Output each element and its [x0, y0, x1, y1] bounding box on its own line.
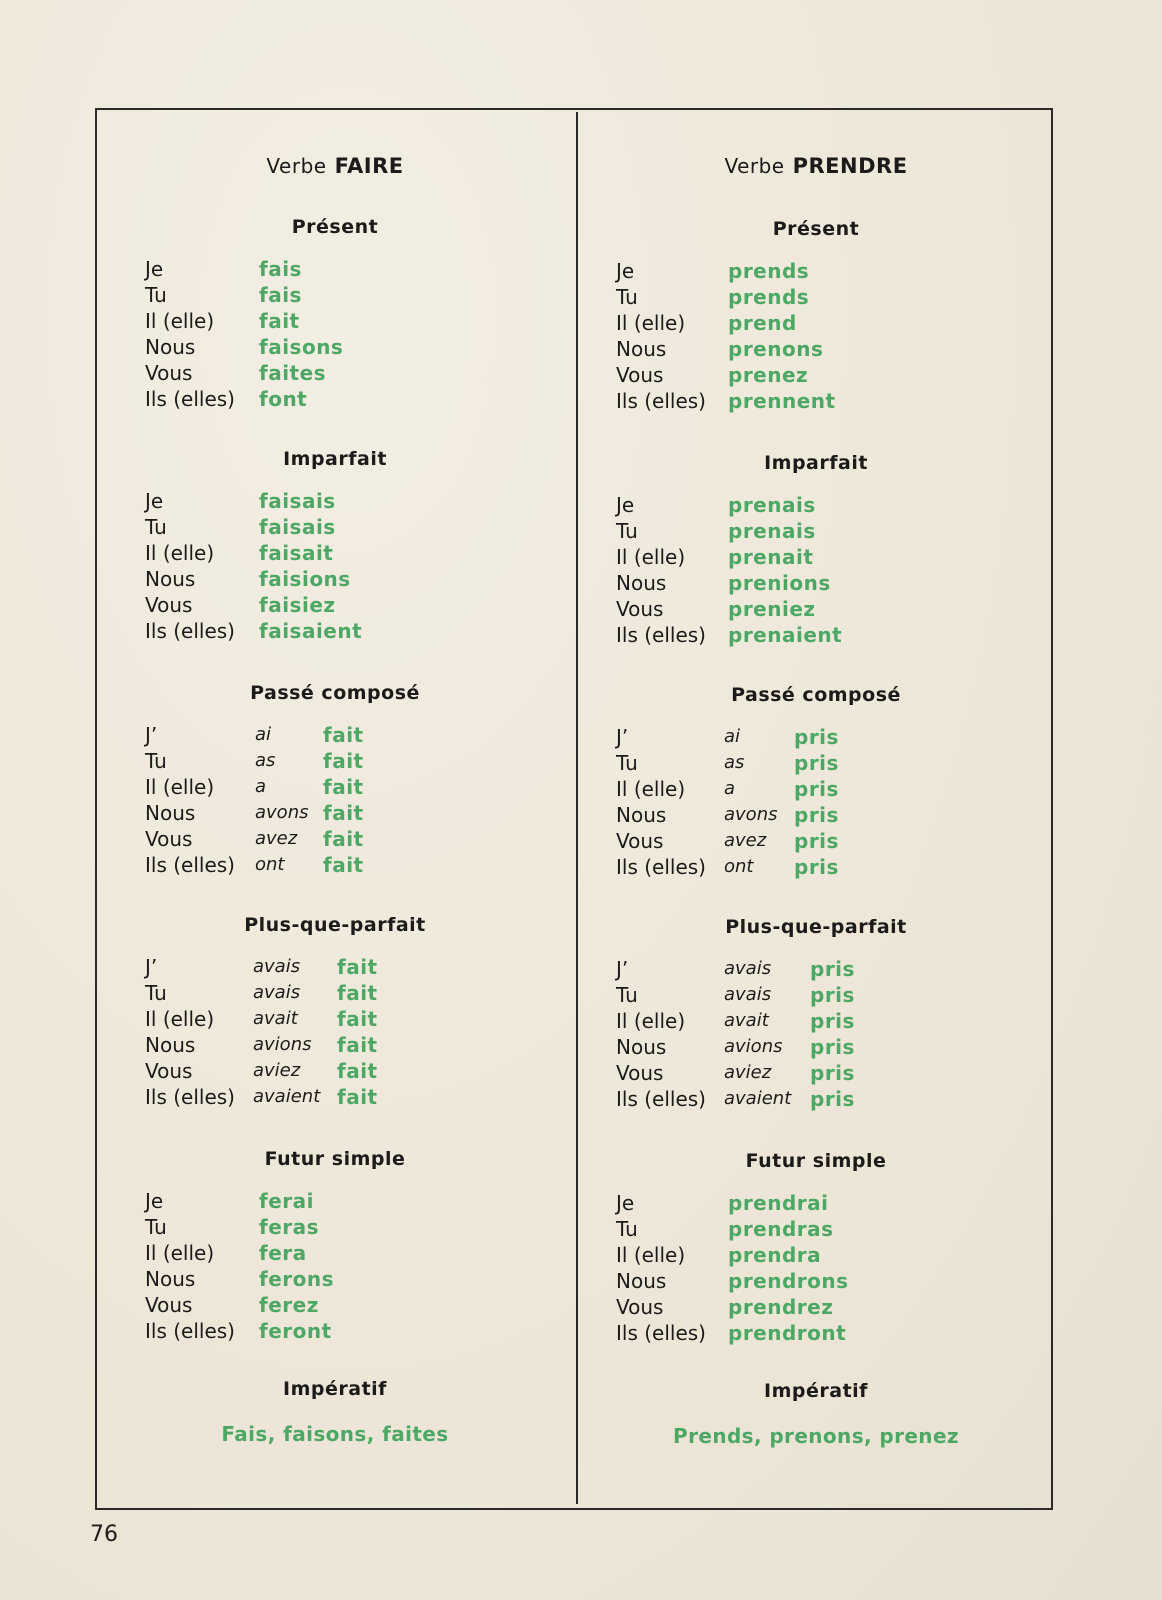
conjugation-row [576, 1320, 1056, 1346]
conjugation-row [576, 258, 1056, 284]
pronoun: Tu [616, 1217, 638, 1241]
verb-title [576, 154, 1056, 178]
pronoun: Tu [616, 983, 638, 1007]
conjugation-row [95, 748, 575, 774]
pronoun: Ils (elles) [145, 1085, 235, 1109]
pronoun: Ils (elles) [145, 619, 235, 643]
conjugated-form: prend [728, 311, 797, 335]
conjugated-form: fais [259, 257, 302, 281]
conjugated-form: fait [337, 1059, 378, 1083]
tense-heading: Passé composé [250, 682, 420, 704]
conjugated-form: faisaient [259, 619, 363, 643]
pronoun: Il (elle) [616, 311, 686, 335]
auxiliary: avait [253, 1008, 298, 1029]
verb-title-prefix: Verbe [724, 154, 785, 178]
conjugation-row [576, 492, 1056, 518]
conjugation-row [95, 1188, 575, 1214]
conjugated-form: faisions [259, 567, 351, 591]
conjugation-row [95, 514, 575, 540]
pronoun: Tu [145, 981, 167, 1005]
pronoun: Vous [145, 1059, 193, 1083]
conjugation-row [576, 336, 1056, 362]
page-number: 76 [90, 1522, 118, 1547]
pronoun: Tu [616, 751, 638, 775]
pronoun: Vous [145, 827, 193, 851]
conjugation-row [95, 282, 575, 308]
conjugation-row [95, 592, 575, 618]
pronoun: Nous [145, 335, 196, 359]
conjugated-form: feront [259, 1319, 332, 1343]
auxiliary: avez [724, 830, 767, 851]
pronoun: Nous [616, 803, 667, 827]
pronoun: Tu [616, 285, 638, 309]
pronoun: Nous [145, 1267, 196, 1291]
conjugation-row [95, 800, 575, 826]
conjugated-form: prendront [728, 1321, 847, 1345]
conjugation-row [95, 980, 575, 1006]
conjugation-row [576, 776, 1056, 802]
conjugation-row [576, 750, 1056, 776]
pronoun: Il (elle) [145, 1241, 215, 1265]
pronoun: Ils (elles) [145, 387, 235, 411]
conjugation-row [95, 360, 575, 386]
conjugated-form: fait [323, 853, 364, 877]
conjugation-row [95, 386, 575, 412]
verb-title [95, 154, 575, 178]
pronoun: Vous [145, 593, 193, 617]
conjugated-form: fait [337, 955, 378, 979]
pronoun: Tu [145, 1215, 167, 1239]
conjugation-row [95, 774, 575, 800]
conjugation-row [95, 256, 575, 282]
auxiliary: as [255, 750, 276, 771]
auxiliary: avons [255, 802, 309, 823]
pronoun: Ils (elles) [616, 855, 706, 879]
pronoun: Je [616, 493, 635, 517]
verb-name: FAIRE [334, 154, 404, 178]
auxiliary: ont [255, 854, 285, 875]
pronoun: Vous [616, 1295, 664, 1319]
auxiliary: avions [724, 1036, 783, 1057]
auxiliary: avais [724, 984, 772, 1005]
conjugation-row [576, 544, 1056, 570]
conjugated-form: prenaient [728, 623, 843, 647]
conjugated-form: feras [259, 1215, 320, 1239]
conjugation-row [576, 1060, 1056, 1086]
conjugation-row [576, 1190, 1056, 1216]
conjugation-row [576, 310, 1056, 336]
conjugated-form: prenions [728, 571, 831, 595]
pronoun: Nous [616, 571, 667, 595]
conjugation-row [95, 1318, 575, 1344]
verb-title-prefix: Verbe [266, 154, 327, 178]
conjugation-row [95, 566, 575, 592]
conjugated-form: fait [323, 723, 364, 747]
conjugated-form: fait [259, 309, 300, 333]
auxiliary: avaient [253, 1086, 321, 1107]
conjugated-form: fait [323, 749, 364, 773]
conjugated-form: pris [810, 983, 855, 1007]
conjugation-row [576, 1034, 1056, 1060]
pronoun: Je [145, 489, 164, 513]
conjugation-row [95, 1058, 575, 1084]
tense-heading: Imparfait [283, 448, 387, 470]
pronoun: Je [616, 1191, 635, 1215]
pronoun: J’ [616, 957, 629, 981]
pronoun: Il (elle) [145, 775, 215, 799]
conjugation-row [95, 1006, 575, 1032]
conjugated-form: prenait [728, 545, 814, 569]
auxiliary: aviez [724, 1062, 772, 1083]
conjugation-row [576, 1086, 1056, 1112]
pronoun: Ils (elles) [616, 1087, 706, 1111]
auxiliary: avais [253, 956, 301, 977]
conjugated-form: pris [810, 1061, 855, 1085]
pronoun: Vous [616, 1061, 664, 1085]
conjugated-form: pris [794, 855, 839, 879]
pronoun: Vous [616, 597, 664, 621]
pronoun: Je [145, 257, 164, 281]
auxiliary: avais [724, 958, 772, 979]
conjugation-row [95, 1266, 575, 1292]
conjugation-row [576, 1008, 1056, 1034]
auxiliary: ai [724, 726, 741, 747]
conjugated-form: pris [794, 803, 839, 827]
auxiliary: avions [253, 1034, 312, 1055]
conjugation-row [576, 596, 1056, 622]
conjugation-row [576, 854, 1056, 880]
pronoun: Nous [616, 1035, 667, 1059]
conjugated-form: ferons [259, 1267, 335, 1291]
pronoun: Il (elle) [145, 1007, 215, 1031]
pronoun: Nous [616, 337, 667, 361]
conjugation-row [576, 1268, 1056, 1294]
pronoun: Il (elle) [616, 1243, 686, 1267]
conjugation-row [576, 956, 1056, 982]
conjugation-row [95, 1292, 575, 1318]
conjugation-row [95, 308, 575, 334]
conjugated-form: prennent [728, 389, 836, 413]
conjugation-row [576, 518, 1056, 544]
conjugated-form: faisais [259, 489, 336, 513]
pronoun: Vous [145, 1293, 193, 1317]
conjugation-row [95, 618, 575, 644]
conjugated-form: prendras [728, 1217, 834, 1241]
imperatif-forms: Fais, faisons, faites [221, 1422, 449, 1446]
conjugated-form: fait [337, 981, 378, 1005]
pronoun: Il (elle) [145, 541, 215, 565]
conjugated-form: prends [728, 259, 810, 283]
pronoun: Il (elle) [616, 1009, 686, 1033]
conjugation-row [576, 1294, 1056, 1320]
conjugation-row [576, 362, 1056, 388]
conjugated-form: pris [794, 777, 839, 801]
conjugation-row [95, 1032, 575, 1058]
auxiliary: avons [724, 804, 778, 825]
pronoun: J’ [616, 725, 629, 749]
conjugated-form: fait [337, 1085, 378, 1109]
auxiliary: ai [255, 724, 272, 745]
conjugated-form: faisait [259, 541, 334, 565]
tense-heading: Imparfait [764, 452, 868, 474]
conjugation-row [95, 954, 575, 980]
pronoun: Tu [145, 515, 167, 539]
conjugation-row [95, 1240, 575, 1266]
pronoun: Tu [145, 283, 167, 307]
pronoun: Ils (elles) [616, 1321, 706, 1345]
conjugation-row [576, 828, 1056, 854]
conjugated-form: pris [810, 1035, 855, 1059]
pronoun: Vous [145, 361, 193, 385]
imperatif-forms: Prends, prenons, prenez [673, 1424, 959, 1448]
prendre-column [576, 108, 1056, 1508]
conjugated-form: faisons [259, 335, 344, 359]
conjugated-form: prenons [728, 337, 824, 361]
auxiliary: avais [253, 982, 301, 1003]
auxiliary: avaient [724, 1088, 792, 1109]
pronoun: Il (elle) [616, 545, 686, 569]
conjugated-form: prendrai [728, 1191, 829, 1215]
pronoun: Ils (elles) [616, 389, 706, 413]
faire-column [95, 108, 575, 1508]
pronoun: J’ [145, 723, 158, 747]
conjugated-form: font [259, 387, 308, 411]
pronoun: Tu [145, 749, 167, 773]
conjugation-row [95, 826, 575, 852]
conjugated-form: fait [323, 775, 364, 799]
conjugation-row [95, 852, 575, 878]
tense-heading: Passé composé [731, 684, 901, 706]
conjugated-form: faites [259, 361, 327, 385]
pronoun: Ils (elles) [616, 623, 706, 647]
pronoun: Tu [616, 519, 638, 543]
conjugated-form: pris [794, 829, 839, 853]
verb-name: PRENDRE [792, 154, 908, 178]
conjugated-form: prenais [728, 519, 816, 543]
imperatif-heading: Impératif [764, 1380, 868, 1402]
conjugated-form: preniez [728, 597, 816, 621]
conjugation-row [576, 388, 1056, 414]
auxiliary: ont [724, 856, 754, 877]
tense-heading: Plus-que-parfait [725, 916, 907, 938]
conjugated-form: prendra [728, 1243, 822, 1267]
conjugation-row [95, 488, 575, 514]
conjugation-row [576, 622, 1056, 648]
pronoun: Il (elle) [616, 777, 686, 801]
auxiliary: a [724, 778, 736, 799]
conjugation-row [576, 1242, 1056, 1268]
conjugation-row [576, 1216, 1056, 1242]
auxiliary: avez [255, 828, 298, 849]
pronoun: Nous [616, 1269, 667, 1293]
pronoun: Nous [145, 567, 196, 591]
imperatif-heading: Impératif [283, 1378, 387, 1400]
auxiliary: avait [724, 1010, 769, 1031]
conjugation-row [576, 724, 1056, 750]
tense-heading: Plus-que-parfait [244, 914, 426, 936]
conjugated-form: pris [794, 725, 839, 749]
pronoun: Ils (elles) [145, 1319, 235, 1343]
auxiliary: aviez [253, 1060, 301, 1081]
pronoun: Vous [616, 363, 664, 387]
tense-heading: Présent [772, 218, 860, 240]
conjugated-form: prenez [728, 363, 809, 387]
tense-heading: Présent [291, 216, 379, 238]
conjugated-form: faisais [259, 515, 336, 539]
conjugated-form: pris [810, 1087, 855, 1111]
pronoun: Nous [145, 1033, 196, 1057]
conjugation-row [576, 982, 1056, 1008]
pronoun: Ils (elles) [145, 853, 235, 877]
conjugated-form: prendrons [728, 1269, 849, 1293]
conjugated-form: fait [323, 827, 364, 851]
conjugated-form: fais [259, 283, 302, 307]
conjugated-form: prenais [728, 493, 816, 517]
conjugated-form: fera [259, 1241, 307, 1265]
conjugation-row [95, 334, 575, 360]
pronoun: Vous [616, 829, 664, 853]
conjugated-form: fait [323, 801, 364, 825]
conjugated-form: ferez [259, 1293, 319, 1317]
conjugation-row [95, 540, 575, 566]
conjugated-form: fait [337, 1033, 378, 1057]
conjugation-row [576, 802, 1056, 828]
conjugated-form: fait [337, 1007, 378, 1031]
conjugation-row [576, 284, 1056, 310]
conjugation-row [576, 570, 1056, 596]
conjugated-form: pris [810, 1009, 855, 1033]
conjugation-row [95, 722, 575, 748]
pronoun: Je [145, 1189, 164, 1213]
conjugated-form: pris [810, 957, 855, 981]
conjugation-row [95, 1214, 575, 1240]
conjugated-form: pris [794, 751, 839, 775]
tense-heading: Futur simple [264, 1148, 406, 1170]
conjugated-form: faisiez [259, 593, 336, 617]
conjugated-form: prendrez [728, 1295, 834, 1319]
conjugated-form: prends [728, 285, 810, 309]
conjugation-row [95, 1084, 575, 1110]
pronoun: Nous [145, 801, 196, 825]
pronoun: J’ [145, 955, 158, 979]
pronoun: Il (elle) [145, 309, 215, 333]
auxiliary: a [255, 776, 267, 797]
conjugated-form: ferai [259, 1189, 314, 1213]
auxiliary: as [724, 752, 745, 773]
pronoun: Je [616, 259, 635, 283]
tense-heading: Futur simple [745, 1150, 887, 1172]
